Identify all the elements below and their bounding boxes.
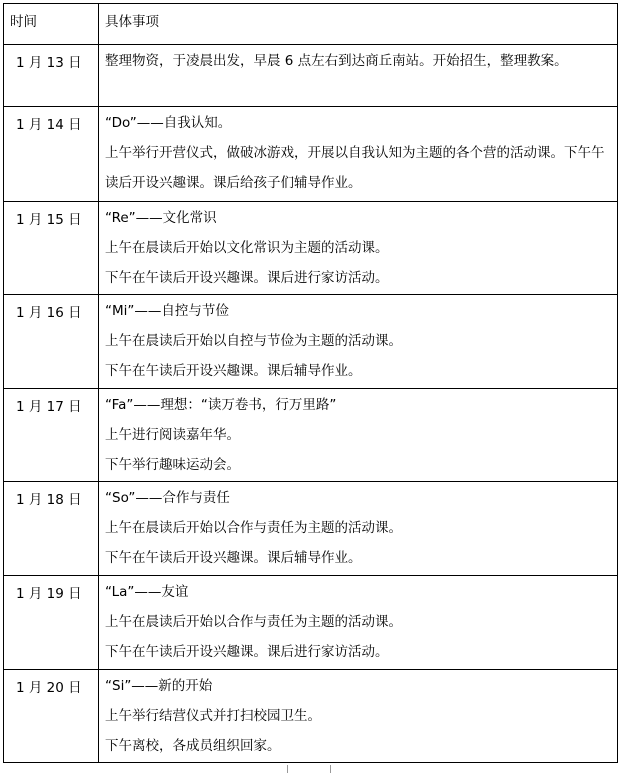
activity-line: 上午在晨读后开始以合作与责任为主题的活动课。 bbox=[105, 520, 402, 536]
date-text: 1 月 15 日 bbox=[16, 212, 82, 228]
table-row bbox=[4, 670, 618, 763]
table-row bbox=[4, 295, 618, 389]
date-text: 1 月 13 日 bbox=[16, 55, 82, 71]
date-text: 1 月 18 日 bbox=[16, 492, 82, 508]
date-text: 1 月 17 日 bbox=[16, 399, 82, 415]
theme-line: “Re”——文化常识 bbox=[105, 210, 217, 226]
divider bbox=[287, 765, 288, 773]
items-cell bbox=[99, 45, 618, 107]
activity-line: 下午离校，各成员组织回家。 bbox=[105, 738, 281, 754]
activity-line: 上午在晨读后开始以文化常识为主题的活动课。 bbox=[105, 240, 389, 256]
date-text: 1 月 19 日 bbox=[16, 586, 82, 602]
date-cell bbox=[4, 576, 99, 670]
activity-line: 上午举行开营仪式，做破冰游戏，开展以自我认知为主题的各个营的活动课。下午午读后开设兴趣课。课后给孩子们辅导作业。 bbox=[105, 145, 605, 191]
schedule-table bbox=[3, 3, 618, 763]
items-cell bbox=[99, 295, 618, 389]
activity-line: 下午在午读后开设兴趣课。课后进行家访活动。 bbox=[105, 270, 389, 286]
table-row bbox=[4, 45, 618, 107]
date-text: 1 月 14 日 bbox=[16, 117, 82, 133]
theme-line: “La”——友谊 bbox=[105, 584, 189, 600]
activity-line: 下午举行趣味运动会。 bbox=[105, 457, 240, 473]
header-row bbox=[4, 4, 618, 45]
theme-line: “So”——合作与责任 bbox=[105, 490, 230, 506]
activity-line: 上午进行阅读嘉年华。 bbox=[105, 427, 240, 443]
header-items-cell bbox=[99, 4, 618, 45]
date-cell bbox=[4, 202, 99, 295]
table-row bbox=[4, 202, 618, 295]
theme-line: “Mi”——自控与节俭 bbox=[105, 303, 229, 319]
items-cell bbox=[99, 576, 618, 670]
activity-line: 整理物资，于凌晨出发，早晨 6 点左右到达商丘南站。开始招生，整理教案。 bbox=[105, 53, 568, 69]
date-cell bbox=[4, 670, 99, 763]
activity-line: 下午在午读后开设兴趣课。课后进行家访活动。 bbox=[105, 644, 389, 660]
header-time-cell bbox=[4, 4, 99, 45]
items-cell bbox=[99, 202, 618, 295]
theme-line: “Do”——自我认知。 bbox=[105, 115, 232, 131]
date-cell bbox=[4, 45, 99, 107]
activity-line: 上午在晨读后开始以自控与节俭为主题的活动课。 bbox=[105, 333, 402, 349]
items-cell bbox=[99, 389, 618, 482]
activity-line: 上午举行结营仪式并打扫校园卫生。 bbox=[105, 708, 321, 724]
date-cell bbox=[4, 295, 99, 389]
header-time: 时间 bbox=[10, 14, 37, 30]
items-cell bbox=[99, 107, 618, 202]
items-cell bbox=[99, 482, 618, 576]
date-cell bbox=[4, 107, 99, 202]
table-row bbox=[4, 107, 618, 202]
activity-line: 上午在晨读后开始以合作与责任为主题的活动课。 bbox=[105, 614, 402, 630]
activity-line: 下午在午读后开设兴趣课。课后辅导作业。 bbox=[105, 550, 362, 566]
table-row bbox=[4, 576, 618, 670]
table-row bbox=[4, 482, 618, 576]
header-items: 具体事项 bbox=[105, 14, 159, 30]
date-text: 1 月 20 日 bbox=[16, 680, 82, 696]
date-cell bbox=[4, 389, 99, 482]
divider bbox=[330, 765, 331, 773]
date-text: 1 月 16 日 bbox=[16, 305, 82, 321]
theme-line: “Fa”——理想：“读万卷书，行万里路” bbox=[105, 397, 337, 413]
schedule-body bbox=[4, 4, 618, 763]
activity-line: 下午在午读后开设兴趣课。课后辅导作业。 bbox=[105, 363, 362, 379]
table-row bbox=[4, 389, 618, 482]
items-cell bbox=[99, 670, 618, 763]
date-cell bbox=[4, 482, 99, 576]
theme-line: “Si”——新的开始 bbox=[105, 678, 213, 694]
